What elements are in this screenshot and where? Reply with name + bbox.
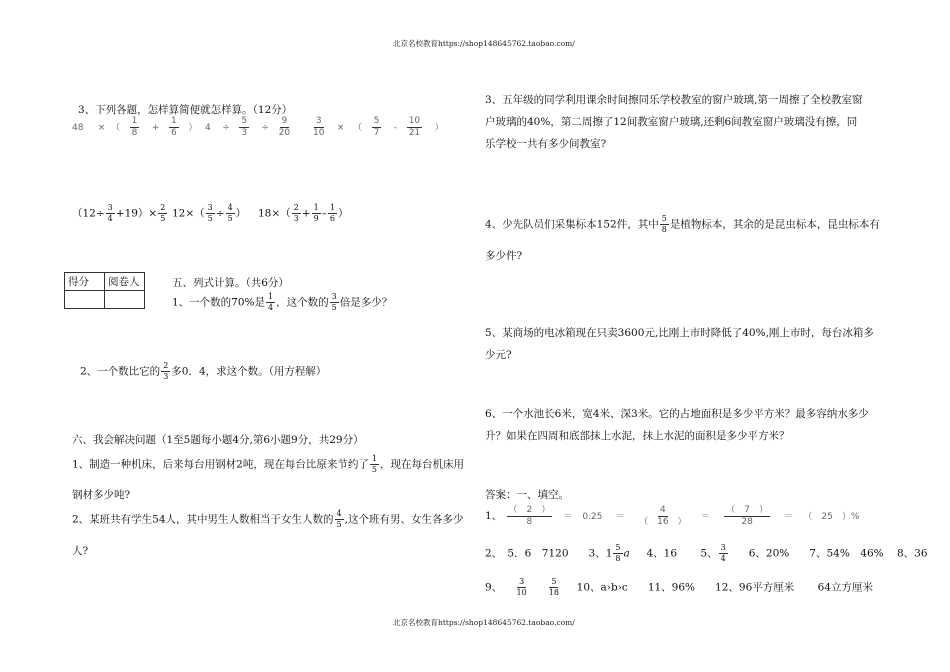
section6-q2-line2: 人? xyxy=(72,545,89,557)
q3-title: 3、下列各题，怎样算简便就怎样算。（12分） xyxy=(78,104,293,116)
score-table xyxy=(64,272,145,309)
fraction: $\frac{1}{9}$ xyxy=(313,203,319,223)
grader-header: 阅卷人 xyxy=(105,273,145,291)
fraction: $\frac{4}{5}$ xyxy=(227,203,233,223)
fraction: $\frac{1}{6}$ xyxy=(170,116,177,138)
fraction: $\frac{1}{5}$ xyxy=(371,454,377,474)
fraction: $\frac{4}{5}$ xyxy=(336,509,342,529)
fraction: $\frac{1}{8}$ xyxy=(131,116,138,138)
section5-q2: 2、一个数比它的 $\frac{2}{3}$ 多0．4，求这个数。（用方程解） xyxy=(80,361,327,381)
fraction: $\frac{5}{8}$ xyxy=(661,214,667,234)
answers-row-2: 2、 5．6 7120 3、1 $\frac{5}{8}$ a 4、16 5、 $\frac{3}{4}$ 6、20% 7、54% 46% 8、36 xyxy=(485,543,928,563)
section6-q1-line2: 钢材多少吨? xyxy=(72,489,131,501)
q3-expr-2: 4 ÷ $\frac{5}{3}$ ÷ $\frac{9}{20}$ xyxy=(205,116,291,138)
fraction: $\frac{2}{3}$ xyxy=(293,203,299,223)
right-q3-line3: 乐学校一共有多少间教室? xyxy=(485,138,607,150)
fraction: $\frac{3}{4}$ xyxy=(720,543,726,563)
page-footer: 北京名校教育https://shop148645762.taobao.com/ xyxy=(393,618,575,627)
fraction: $\frac{( 7 )}{28}$ xyxy=(726,505,769,527)
right-q6-line2: 升？如果在四周和底部抹上水泥，抹上水泥的面积是多少平方米？ xyxy=(485,430,790,442)
right-q4-line2: 多少件? xyxy=(485,250,523,262)
section6-q1-line1: 1、制造一种机床，后来每台用钢材2吨，现在每台比原来节约了 $\frac{1}{5}$ ，现在每台机床用 xyxy=(72,454,464,474)
fraction: $\frac{2}{5}$ xyxy=(160,203,166,223)
q3-expr-3: $\frac{3}{10}$ × （ $\frac{5}{7}$ - $\frac{10}{21}$ ） xyxy=(313,116,444,138)
right-q3-line2: 户玻璃的40%，第二周擦了12间教室窗户玻璃,还剩6间教室窗户玻璃没有擦，同 xyxy=(485,116,858,128)
q3-expr-6: 18×（ $\frac{2}{3}$ + $\frac{1}{9}$ – $\frac{1}{6}$ ） xyxy=(258,203,349,223)
fraction: $\frac{9}{20}$ xyxy=(278,116,291,138)
fraction: $\frac{3}{10}$ xyxy=(313,116,325,138)
fraction: $\frac{3}{4}$ xyxy=(107,203,113,223)
fraction: $\frac{4}{( 16 )}$ xyxy=(639,505,687,527)
fraction: $\frac{2}{3}$ xyxy=(163,361,169,381)
answers-row-3: 9、 $\frac{3}{10}$ $\frac{5}{18}$ 10、a›b›c 11、96% 12、96平方厘米 64立方厘米 xyxy=(485,577,874,597)
fraction: $\frac{5}{8}$ xyxy=(615,543,621,563)
fraction: $\frac{3}{5}$ xyxy=(207,203,213,223)
right-q6-line1: 6、一个水池长6米，宽4米、深3米。它的占地面积是多少平方米？最多容纳水多少 xyxy=(485,408,869,420)
fraction: $\frac{1}{6}$ xyxy=(329,203,336,223)
section6-title: 六、我会解决问题（1至5题每小题4分,第6小题9分，共29分） xyxy=(72,434,364,446)
page-header: 北京名校教育https://shop148645762.taobao.com/ xyxy=(393,39,575,48)
answers-row-1: 1、 $\frac{( 2 )}{8}$ ＝ 0.25 ＝ $\frac{4}{( 16 )}$ ＝ $\frac{( 7 )}{28}$ ＝ （ 25 ）% xyxy=(485,505,860,527)
right-q5-line1: 5、某商场的电冰箱现在只卖3600元,比刚上市时降低了40%,刚上市时，每台冰箱多 xyxy=(485,327,874,339)
fraction: $\frac{10}{21}$ xyxy=(408,116,421,138)
answers-title: 答案：一、填空。 xyxy=(485,489,569,501)
fraction: $\frac{5}{7}$ xyxy=(373,116,380,138)
score-cell[interactable] xyxy=(65,291,105,309)
fraction: $\frac{5}{18}$ xyxy=(548,577,559,597)
section5-title: 五、列式计算。（共6分） xyxy=(172,277,289,289)
section5-q1: 1、一个数的70%是 $\frac{1}{4}$ ，这个数的 $\frac{3}{5}$ 倍是多少？ xyxy=(172,292,393,312)
grader-cell[interactable] xyxy=(105,291,145,309)
fraction: $\frac{5}{3}$ xyxy=(241,116,248,138)
section6-q2-line1: 2、某班共有学生54人，其中男生人数相当于女生人数的 $\frac{4}{5}$ ,这个班有男、女生各多少 xyxy=(72,509,464,529)
fraction: $\frac{3}{10}$ xyxy=(516,577,527,597)
fraction: $\frac{1}{4}$ xyxy=(268,292,274,312)
right-q5-line2: 少元? xyxy=(485,349,512,361)
fraction: $\frac{( 2 )}{8}$ xyxy=(508,505,551,527)
score-header: 得分 xyxy=(65,273,105,291)
q3-expr-5: 12×（ $\frac{3}{5}$ ÷ $\frac{4}{5}$ ） xyxy=(172,203,247,223)
right-q3-line1: 3、五年级的同学利用课余时间擦同乐学校教室的窗户玻璃,第一周擦了全校教室窗 xyxy=(485,94,863,106)
q3-expr-4: （12÷ $\frac{3}{4}$ +19）× $\frac{2}{5}$ xyxy=(72,203,166,223)
q3-expr-1: 48 × （ $\frac{1}{8}$ + $\frac{1}{6}$ ） xyxy=(72,116,198,138)
fraction: $\frac{3}{5}$ xyxy=(331,292,337,312)
right-q4-line1: 4、少先队员们采集标本152件，其中 $\frac{5}{8}$ 是植物标本，其余的是昆虫标本，昆虫标本有 xyxy=(485,214,880,234)
